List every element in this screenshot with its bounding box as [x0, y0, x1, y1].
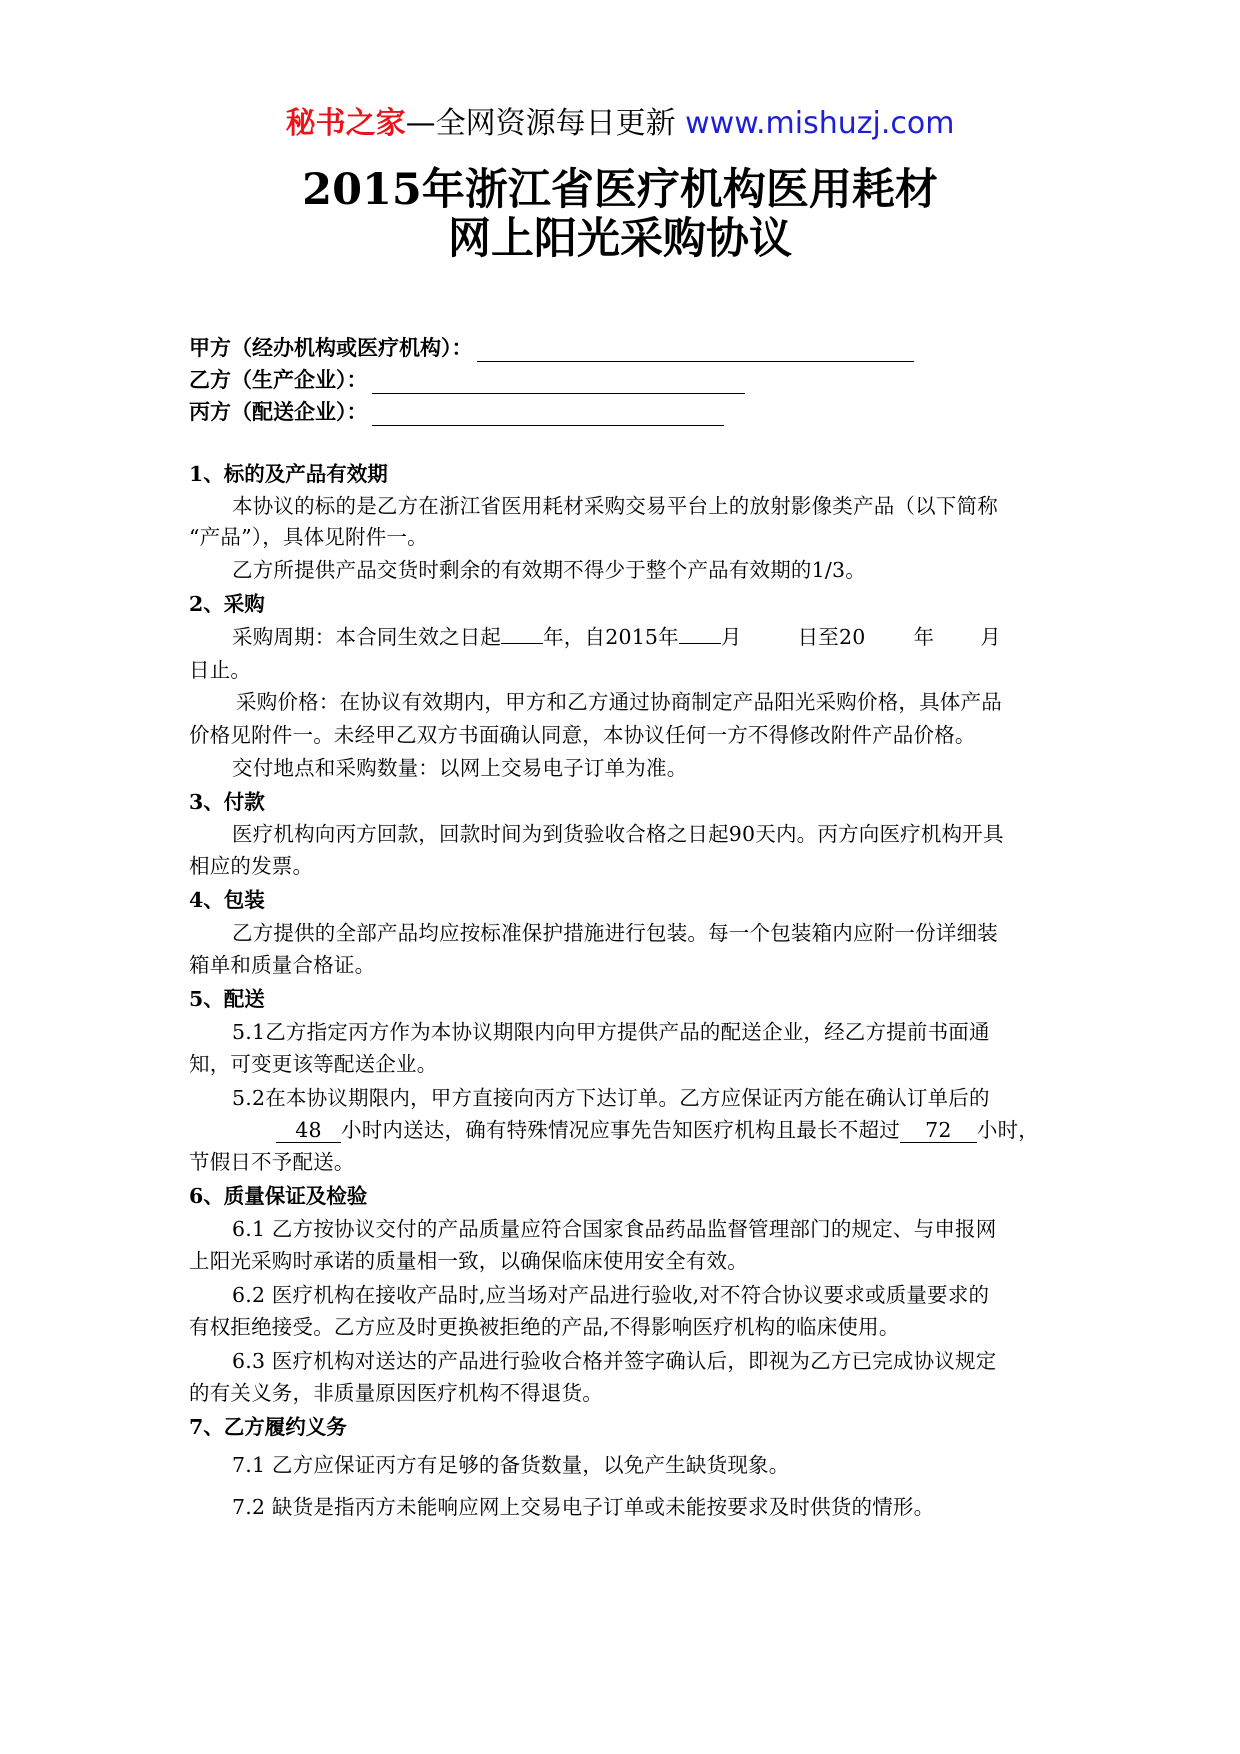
cycle-text-e: 年 — [913, 625, 935, 649]
section-4-para-line-1: 乙方提供的全部产品均应按标准保护措施进行包装。每一个包装箱内应附一份详细装 — [232, 921, 998, 945]
party-b-label: 乙方（生产企业）： — [189, 367, 368, 392]
section-7-heading: 7、乙方履约义务 — [189, 1415, 347, 1439]
section-3-heading: 3、付款 — [189, 790, 265, 814]
party-a-blank-line — [477, 339, 914, 362]
section-6-1-line-1: 6.1 乙方按协议交付的产品质量应符合国家食品药品监督管理部门的规定、与申报网 — [232, 1217, 997, 1241]
section-2-heading: 2、采购 — [189, 592, 265, 616]
section-4-para-line-2: 箱单和质量合格证。 — [189, 953, 376, 977]
party-a-label: 甲方（经办机构或医疗机构）： — [189, 335, 473, 360]
section-6-3-line-1: 6.3 医疗机构对送达的产品进行验收合格并签字确认后，即视为乙方已完成协议规定 — [232, 1349, 997, 1373]
max-hours-value: 72 — [900, 1118, 977, 1143]
section-1-para-1-line-2: “产品”），具体见附件一。 — [189, 525, 428, 549]
document-title-line-1: 2015年浙江省医疗机构医用耗材 — [302, 165, 938, 215]
banner-tagline: —全网资源每日更新 — [405, 106, 686, 141]
party-b-blank-line — [372, 371, 745, 394]
section-5-2-line-2 — [276, 1115, 1039, 1145]
section-2-price-line-2: 价格见附件一。未经甲乙双方书面确认同意，本协议任何一方不得修改附件产品价格。 — [189, 723, 976, 747]
document-title-line-2: 网上阳光采购协议 — [448, 214, 792, 264]
section-6-2-line-1: 6.2 医疗机构在接收产品时,应当场对产品进行验收,对不符合协议要求或质量要求的 — [232, 1283, 990, 1307]
section-1-heading: 1、标的及产品有效期 — [189, 462, 388, 486]
cycle-text-f: 月 — [980, 625, 1001, 649]
banner-url[interactable]: www.mishuzj.com — [685, 106, 955, 141]
section-6-2-line-2: 有权拒绝接受。乙方应及时更换被拒绝的产品,不得影响医疗机构的临床使用。 — [189, 1315, 900, 1339]
section-3-para-line-2: 相应的发票。 — [189, 854, 314, 878]
section-2-cycle-end: 日止。 — [189, 658, 252, 682]
party-c-blank-line — [372, 403, 724, 426]
section-6-3-line-2: 的有关义务，非质量原因医疗机构不得退货。 — [189, 1381, 603, 1405]
max-hours-text: 小时， — [976, 1118, 1040, 1142]
cycle-text-d: 日至20 — [797, 625, 866, 649]
party-a-field — [189, 328, 914, 362]
section-2-price-line-1: 采购价格：在协议有效期内，甲方和乙方通过协商制定产品阳光采购价格，具体产品 — [236, 690, 1002, 714]
section-5-2-line-3: 节假日不予配送。 — [189, 1150, 355, 1174]
section-3-para-line-1: 医疗机构向丙方回款，回款时间为到货验收合格之日起90天内。丙方向医疗机构开具 — [232, 822, 1004, 846]
party-b-field — [189, 360, 745, 394]
section-6-1-line-2: 上阳光采购时承诺的质量相一致，以确保临床使用安全有效。 — [189, 1249, 748, 1273]
header-banner — [0, 104, 1240, 144]
section-5-2-line-1: 5.2在本协议期限内，甲方直接向丙方下达订单。乙方应保证丙方能在确认订单后的 — [232, 1086, 990, 1110]
section-5-1-line-2: 知，可变更该等配送企业。 — [189, 1052, 438, 1076]
delivery-hours-value: 48 — [276, 1118, 341, 1143]
brand-name: 秘书之家 — [285, 106, 406, 141]
cycle-text-c: 月 — [720, 625, 742, 649]
cycle-years-blank — [501, 643, 543, 644]
cycle-start-month-blank — [679, 643, 721, 644]
section-4-heading: 4、包装 — [189, 888, 265, 912]
cycle-text-a: 采购周期：本合同生效之日起 — [232, 625, 502, 649]
section-1-para-2: 乙方所提供产品交货时剩余的有效期不得少于整个产品有效期的1/3。 — [232, 558, 866, 582]
section-1-para-1-line-1: 本协议的标的是乙方在浙江省医用耗材采购交易平台上的放射影像类产品（以下简称 — [232, 494, 998, 518]
section-5-heading: 5、配送 — [189, 987, 265, 1011]
section-5-1-line-1: 5.1乙方指定丙方作为本协议期限内向甲方提供产品的配送企业，经乙方提前书面通 — [232, 1020, 990, 1044]
party-c-field — [189, 392, 724, 426]
section-2-delivery: 交付地点和采购数量：以网上交易电子订单为准。 — [232, 756, 688, 780]
section-2-cycle-line — [232, 622, 1001, 652]
section-7-2: 7.2 缺货是指丙方未能响应网上交易电子订单或未能按要求及时供货的情形。 — [232, 1495, 935, 1519]
party-c-label: 丙方（配送企业）： — [189, 399, 368, 424]
delivery-hours-text: 小时内送达，确有特殊情况应事先告知医疗机构且最长不超过 — [341, 1118, 900, 1142]
cycle-text-b: 年，自2015年 — [543, 625, 679, 649]
section-7-1: 7.1 乙方应保证丙方有足够的备货数量，以免产生缺货现象。 — [232, 1453, 790, 1477]
section-6-heading: 6、质量保证及检验 — [189, 1184, 368, 1208]
